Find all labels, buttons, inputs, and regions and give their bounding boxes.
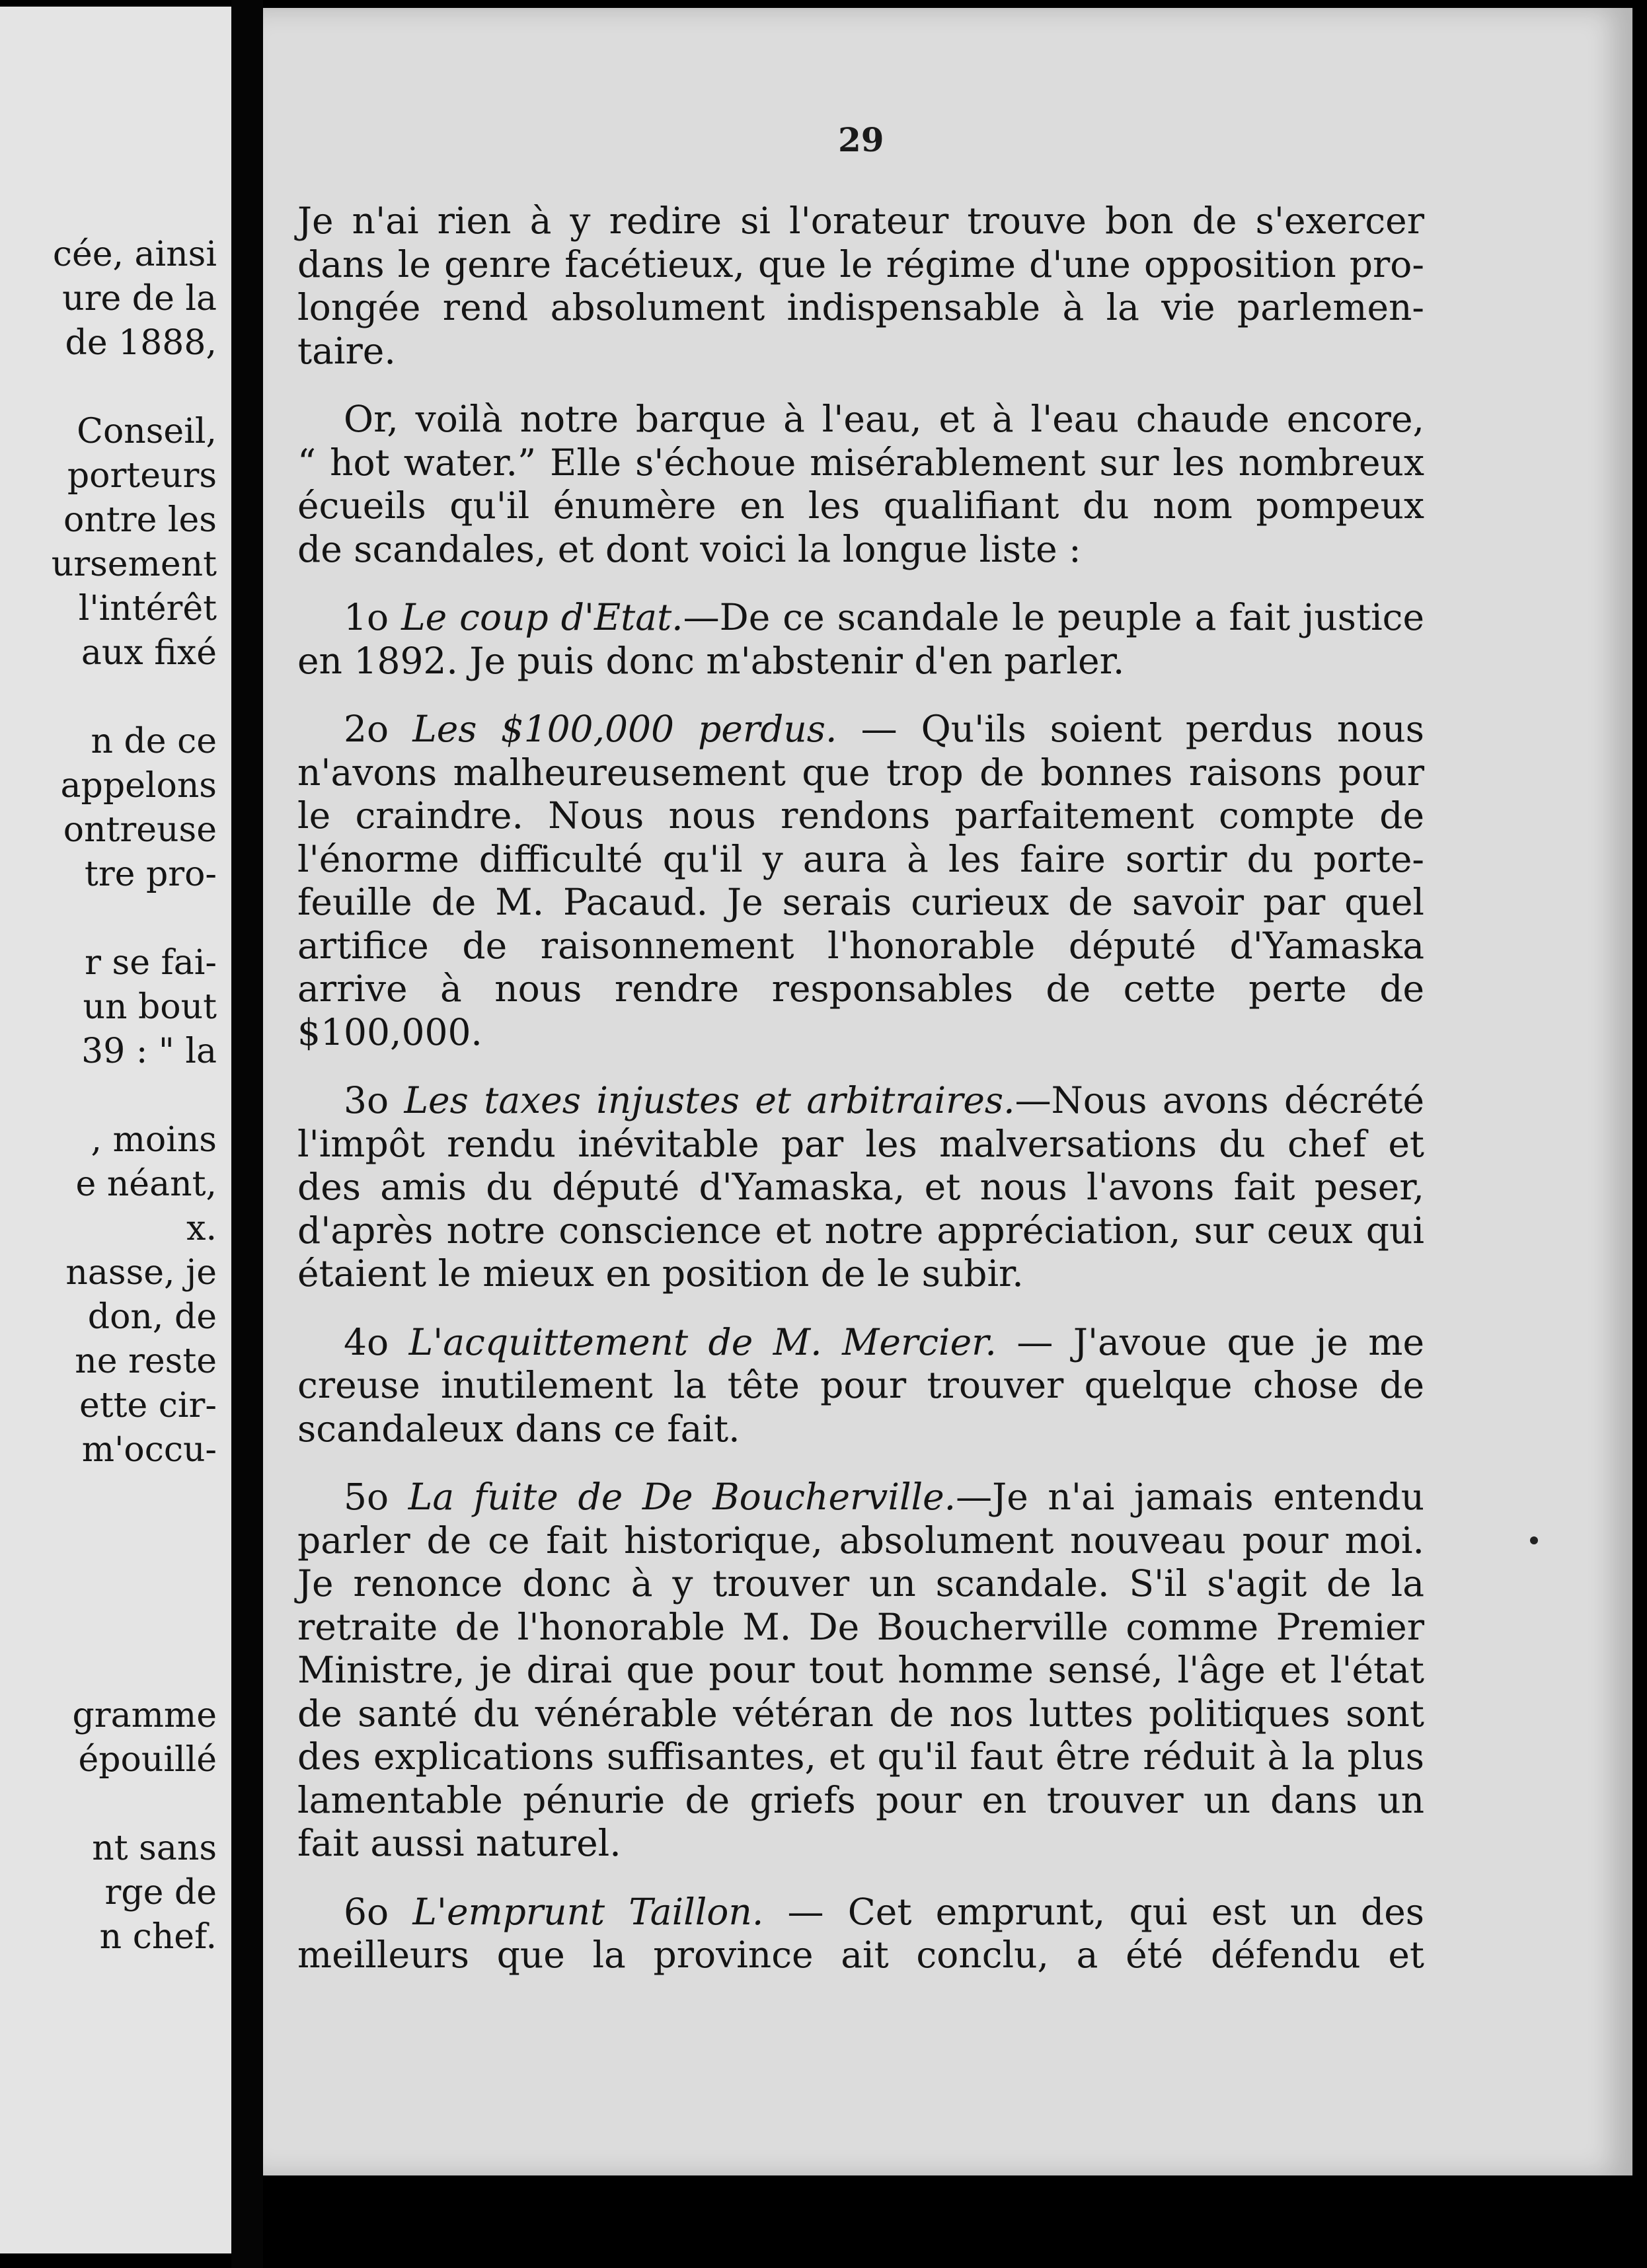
text-line xyxy=(297,708,1424,751)
text-line: de scandales, et dont voici la longue liste : xyxy=(297,527,1081,570)
text-run: —De ce scandale le peuple a fait justice xyxy=(683,596,1425,638)
paragraph-intro xyxy=(297,200,1424,373)
left-page-text-fragment: m'occu- xyxy=(81,1430,217,1470)
paragraph-barque xyxy=(297,398,1424,571)
text-line: scandaleux dans ce fait. xyxy=(297,1407,740,1450)
item-number: 3o xyxy=(344,1079,389,1121)
text-line: l'énorme difficulté qu'il y aura à les faire sortir du porte- xyxy=(297,837,1424,880)
item-number: 5o xyxy=(344,1476,389,1518)
ink-speck xyxy=(1530,1536,1538,1544)
text-line: artifice de raisonnement l'honorable député d'Yamaska xyxy=(297,924,1424,967)
left-page-text-fragment: ontreuse xyxy=(63,810,217,850)
item-title: Les $100,000 perdus. xyxy=(412,708,837,750)
text-line: dans le genre facétieux, que le régime d'une opposition pro- xyxy=(297,243,1424,285)
page-number: 29 xyxy=(838,120,884,159)
text-line: meilleurs que la province ait conclu, a été défendu et xyxy=(297,1934,1424,1976)
left-page-text-fragment: de 1888, xyxy=(65,323,217,363)
text-line: le craindre. Nous nous rendons parfaitement compte de xyxy=(297,794,1424,837)
paragraph-item-4 xyxy=(297,1321,1424,1451)
item-number: 4o xyxy=(344,1320,389,1363)
page-gutter xyxy=(231,0,263,2268)
paragraph-item-1 xyxy=(297,596,1424,683)
text-line: des explications suffisantes, et qu'il faut être réduit à la plus xyxy=(297,1735,1424,1778)
left-page-text-fragment: nasse, je xyxy=(65,1253,217,1293)
text-line: feuille de M. Pacaud. Je serais curieux de savoir par quel xyxy=(297,881,1424,923)
item-number: 2o xyxy=(344,708,389,750)
left-page-text-fragment: ontre les xyxy=(63,500,217,540)
text-line: parler de ce fait historique, absolument nouveau pour moi. xyxy=(297,1519,1424,1562)
item-title: L'emprunt Taillon. xyxy=(412,1890,764,1933)
item-number: 1o xyxy=(344,596,389,638)
left-page-text-fragment: ette cir- xyxy=(79,1386,217,1425)
left-page-text-fragment: e néant, xyxy=(75,1164,217,1204)
text-line: taire. xyxy=(297,329,396,372)
text-run: — Cet emprunt, qui est un des xyxy=(763,1890,1424,1933)
text-line: des amis du député d'Yamaska, et nous l'avons fait peser, xyxy=(297,1166,1424,1208)
left-page-text-fragment: ure de la xyxy=(62,279,217,319)
left-page-text-fragment: x. xyxy=(186,1209,217,1248)
left-page-text-fragment: n de ce xyxy=(91,722,217,761)
left-page-text-fragment: don, de xyxy=(87,1297,217,1337)
left-page-text-fragment: ursement xyxy=(51,545,217,584)
left-page-text-fragment: , moins xyxy=(91,1120,217,1160)
left-page-text-fragment: 39 : " la xyxy=(81,1032,217,1071)
text-line: longée rend absolument indispensable à la vie parlemen- xyxy=(297,286,1424,328)
text-line xyxy=(297,1891,1424,1934)
text-line: en 1892. Je puis donc m'abstenir d'en parler. xyxy=(297,639,1125,682)
left-page-text-fragment: n chef. xyxy=(99,1917,217,1957)
left-page-text-fragment: rge de xyxy=(104,1873,217,1912)
text-line: l'impôt rendu inévitable par les malversations du chef et xyxy=(297,1122,1424,1165)
paragraph-item-5 xyxy=(297,1476,1424,1866)
text-line: n'avons malheureusement que trop de bonnes raisons pour xyxy=(297,751,1424,794)
text-line: “ hot water.” Elle s'échoue misérablement sur les nombreux xyxy=(297,441,1424,484)
left-page-text-fragment: appelons xyxy=(60,766,217,806)
left-page-text-fragment: ne reste xyxy=(75,1342,217,1381)
item-title: Les taxes injustes et arbitraires. xyxy=(404,1079,1015,1121)
paragraph-item-3 xyxy=(297,1079,1424,1296)
text-line xyxy=(297,1079,1424,1123)
text-line: d'après notre conscience et notre appréciation, sur ceux qui xyxy=(297,1209,1424,1252)
text-line xyxy=(297,596,1424,640)
right-page xyxy=(263,8,1632,2175)
left-page-text-fragment: porteurs xyxy=(67,456,217,496)
text-line: retraite de l'honorable M. De Boucherville comme Premier xyxy=(297,1605,1424,1648)
left-facing-page xyxy=(0,7,231,2253)
item-title: Le coup d'Etat. xyxy=(401,596,683,638)
left-page-text-fragment: gramme xyxy=(72,1696,217,1735)
item-title: L'acquittement de M. Mercier. xyxy=(408,1320,997,1363)
text-line: lamentable pénurie de griefs pour en trouver un dans un xyxy=(297,1778,1424,1821)
text-line: fait aussi naturel. xyxy=(297,1822,621,1864)
text-line: écueils qu'il énumère en les qualifiant du nom pompeux xyxy=(297,484,1424,527)
text-run: —Je n'ai jamais entendu xyxy=(956,1476,1424,1518)
text-line: étaient le mieux en position de le subir. xyxy=(297,1252,1024,1295)
left-page-text-fragment: l'intérêt xyxy=(78,589,217,628)
left-page-text-fragment: r se fai- xyxy=(85,943,217,983)
left-page-text-fragment: cée, ainsi xyxy=(52,235,217,274)
item-number: 6o xyxy=(344,1890,389,1933)
text-run: — Qu'ils soient perdus nous xyxy=(837,708,1425,750)
text-line: Or, voilà notre barque à l'eau, et à l'eau chaude encore, xyxy=(344,398,1424,440)
body-text xyxy=(297,200,1424,2002)
left-page-text-fragment: Conseil, xyxy=(77,412,217,451)
item-title: La fuite de De Boucherville. xyxy=(408,1476,956,1518)
text-line: Je n'ai rien à y redire si l'orateur trouve bon de s'exercer xyxy=(297,200,1424,242)
text-line: de santé du vénérable vétéran de nos luttes politiques sont xyxy=(297,1692,1424,1735)
left-page-text-fragment: un bout xyxy=(83,987,217,1027)
left-page-text-fragment: épouillé xyxy=(78,1740,217,1780)
text-line: Je renonce donc à y trouver un scandale. S'il s'agit de la xyxy=(297,1562,1424,1605)
text-line xyxy=(297,1476,1424,1519)
text-line: Ministre, je dirai que pour tout homme sensé, l'âge et l'état xyxy=(297,1649,1424,1691)
left-page-text-fragment: aux fixé xyxy=(81,633,217,673)
text-line xyxy=(297,1321,1424,1365)
text-run: — J'avoue que je me xyxy=(996,1320,1424,1363)
text-line: creuse inutilement la tête pour trouver quelque chose de xyxy=(297,1364,1424,1406)
left-page-text-fragment: nt sans xyxy=(92,1829,217,1868)
paragraph-item-2 xyxy=(297,708,1424,1054)
text-line: arrive à nous rendre responsables de cette perte de $100,000. xyxy=(297,967,1424,1053)
left-page-text-fragment: tre pro- xyxy=(84,854,217,894)
text-run: —Nous avons décrété xyxy=(1015,1079,1425,1121)
paragraph-item-6 xyxy=(297,1891,1424,1977)
